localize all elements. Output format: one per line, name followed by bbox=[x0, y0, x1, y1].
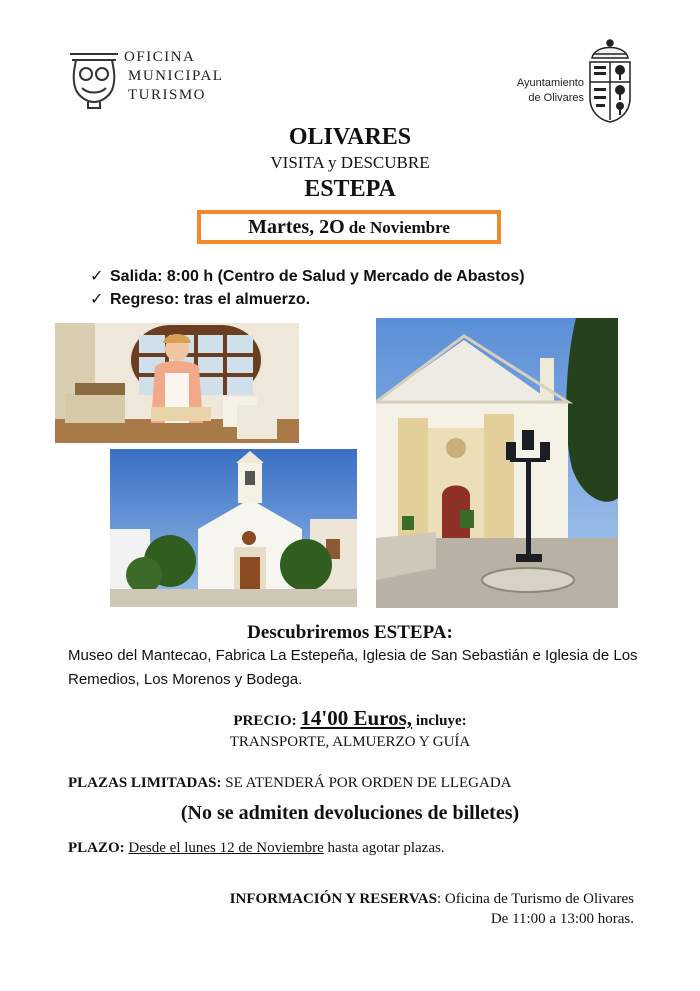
schedule-item-departure bbox=[90, 265, 525, 288]
deadline-start: Desde el lunes 12 de Noviembre bbox=[128, 840, 324, 856]
town-title: OLIVARES bbox=[288, 124, 412, 150]
deadline-rest: hasta agotar plazas. bbox=[323, 840, 445, 856]
tourism-logo-line-3: TURISMO bbox=[128, 87, 207, 103]
coat-of-arms-icon bbox=[584, 38, 636, 124]
checkmark-icon: ✓ bbox=[90, 268, 104, 285]
no-refunds-notice: (No se admiten devoluciones de billetes) bbox=[180, 802, 520, 824]
council-name-line-1: Ayuntamiento bbox=[516, 77, 584, 89]
price-includes-label: incluye: bbox=[412, 713, 467, 729]
info-hours: De 11:00 a 13:00 horas. bbox=[490, 911, 634, 927]
schedule-list bbox=[90, 265, 525, 311]
discover-heading: Descubriremos ESTEPA: bbox=[247, 622, 453, 643]
destination-title: ESTEPA bbox=[304, 176, 396, 202]
church-photo bbox=[376, 318, 618, 608]
tourism-logo-line-1: OFICINA bbox=[124, 49, 196, 65]
info-reservations bbox=[230, 889, 634, 929]
tourism-logo-line-2: MUNICIPAL bbox=[128, 68, 224, 84]
discover-description: Museo del Mantecao, Fabrica La Estepeña, Iglesia de San Sebastián e Iglesia de Los Remedios, Los Morenos y Bodega. bbox=[68, 647, 638, 688]
info-label: INFORMACIÓN Y RESERVAS bbox=[229, 891, 437, 907]
schedule-item-text: Salida: 8:00 h (Centro de Salud y Mercado de Abastos) bbox=[110, 268, 525, 285]
date-day: Martes, 2O bbox=[248, 216, 345, 238]
price-label: PRECIO: bbox=[233, 713, 301, 729]
date-box bbox=[197, 210, 501, 244]
schedule-item-return bbox=[90, 288, 525, 311]
council-name bbox=[500, 76, 584, 106]
council-name-line-2: de Olivares bbox=[528, 92, 584, 104]
limited-seats bbox=[68, 775, 512, 792]
limited-seats-label: PLAZAS LIMITADAS: bbox=[68, 775, 222, 791]
visit-subtitle: VISITA y DESCUBRE bbox=[270, 153, 430, 172]
price-includes: TRANSPORTE, ALMUERZO Y GUÍA bbox=[229, 734, 471, 750]
tourism-logo-text bbox=[124, 48, 223, 105]
price-amount: 14'00 Euros, bbox=[300, 706, 413, 730]
deadline bbox=[68, 840, 445, 857]
info-office: : Oficina de Turismo de Olivares bbox=[436, 891, 634, 907]
info-line bbox=[230, 889, 634, 909]
museum-photo bbox=[55, 323, 299, 443]
deadline-label: PLAZO: bbox=[68, 840, 125, 856]
tourism-logo-emblem-icon bbox=[66, 46, 122, 110]
checkmark-icon: ✓ bbox=[90, 291, 104, 308]
schedule-item-text: Regreso: tras el almuerzo. bbox=[110, 291, 311, 308]
price-line bbox=[0, 706, 700, 731]
chapel-photo bbox=[110, 449, 357, 607]
limited-seats-text: SE ATENDERÁ POR ORDEN DE LLEGADA bbox=[221, 775, 512, 791]
date-month: de Noviembre bbox=[348, 218, 450, 237]
tourism-office-logo bbox=[66, 44, 226, 114]
